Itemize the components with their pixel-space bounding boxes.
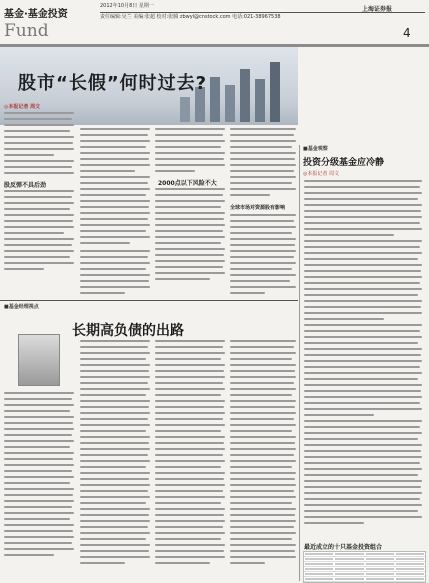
right-column-tag: ■基金观察 (303, 146, 328, 152)
dateline (100, 3, 154, 9)
section-divider (0, 300, 298, 301)
author-photo (18, 334, 60, 386)
lead-body-col1 (4, 112, 74, 178)
second-article-col1 (4, 392, 74, 560)
page-number: 4 (403, 26, 411, 40)
right-column-body (304, 180, 422, 528)
lead-body-col4 (230, 128, 296, 200)
second-article-col4 (230, 340, 296, 568)
second-article-headline: 长期高负债的出路 (72, 323, 184, 339)
second-article-col3 (155, 340, 225, 568)
lead-body-col1b (4, 190, 74, 274)
lead-byline: ◎本报记者 周文 (4, 104, 41, 110)
lead-body-col4b (230, 214, 296, 298)
lead-headline: 股市“长假”何时过去? (18, 73, 208, 94)
lead-body-col2b (80, 250, 150, 298)
subhead-1: 股反弹不具后劲 (4, 182, 47, 189)
lead-body-col3b (155, 188, 225, 284)
second-article-tag: ■基金经理视点 (4, 304, 39, 310)
second-article-col2 (80, 340, 150, 568)
dateline-date: 2012年10月8日 星期一 (100, 3, 154, 9)
section-title: 基金·基金投资 (4, 9, 68, 20)
right-column-headline: 投资分级基金应冷静 (303, 158, 385, 168)
newspaper-name: 上海证券报 (362, 6, 393, 13)
editor-line: 责任编辑:吴兰 美编:张超 校对:张腾 zbwyl@cnstock.com 电话:021-38967538 (100, 14, 281, 20)
subhead-2: 2000点以下风险不大 (158, 180, 217, 187)
subhead-3: 全球市场对资源股有影响 (230, 205, 286, 211)
section-title-en: Fund (4, 21, 49, 41)
table-row (304, 577, 425, 582)
lead-body-col3 (155, 128, 225, 176)
fund-portfolio-table (303, 551, 426, 583)
column-divider (299, 145, 300, 581)
right-column-byline: ◎本报记者 周文 (303, 171, 339, 177)
fund-table-title: 最近成立的十只基金投资组合 (304, 544, 383, 551)
lead-body-col2 (80, 128, 150, 248)
